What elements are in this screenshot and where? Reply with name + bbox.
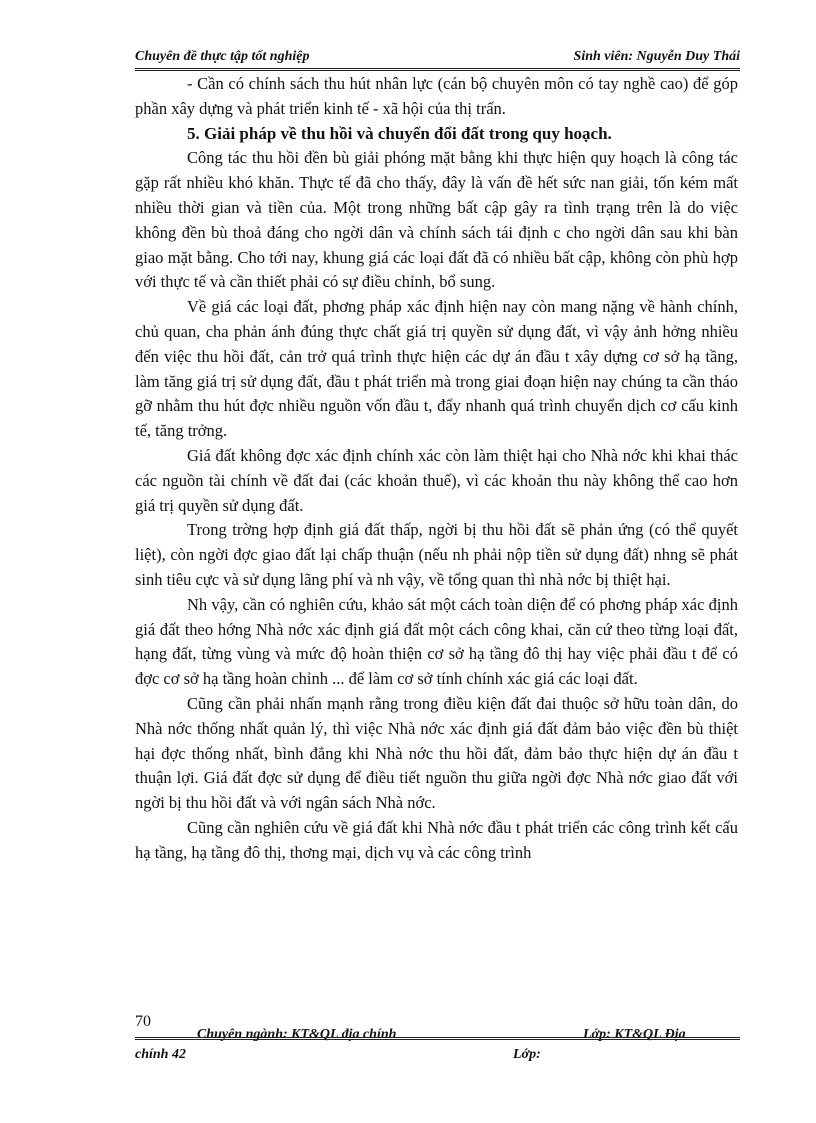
paragraph: Về giá các loại đất, phơng pháp xác định hiện nay còn mang nặng về hành chính, chủ quan, cha phản ánh đúng thực chất giá trị quyền sử dụng đất, vì vậy ảnh hởng nhiều đến việc thu hồi đất, cản trở quá trình thực hiện các dự án đầu t xây dựng cơ sở hạ tầng, làm tăng giá trị sử dụng đất, đầu t phát triển mà trong giai đoạn hiện nay chúng ta cần tháo gỡ nhằm thu hút đợc nhiều nguồn vốn đầu t, đẩy nhanh quá trình chuyển dịch cơ cấu kinh tế, tăng trởng. [135, 297, 738, 441]
paragraph: Nh vậy, cần có nghiên cứu, khảo sát một cách toàn diện để có phơng pháp xác định giá đất theo hớng Nhà nớc xác định giá đất một cách công khai, căn cứ theo từng loại đất, hạng đất, từng vùng và mức độ hoàn thiện cơ sở hạ tầng đô thị hay việc phải đầu t để có đợc cơ sở hạ tầng hoàn chỉnh ... để làm cơ sở tính chính xác giá các loại đất. [135, 594, 738, 689]
footer-course: Lớp: [513, 1047, 541, 1062]
paragraph: Cũng cần nghiên cứu về giá đất khi Nhà nớc đầu t phát triển các công trình kết cấu hạ tầng, hạ tầng đô thị, thơng mại, dịch vụ và các công trình [135, 817, 738, 862]
section-heading: 5. Giải pháp về thu hồi và chuyển đổi đất trong quy hoạch. [187, 123, 612, 143]
page-number: 70 [135, 1013, 151, 1030]
header-title: Chuyên đề thực tập tốt nghiệp [135, 49, 310, 64]
paragraph: Trong trờng hợp định giá đất thấp, ngời bị thu hồi đất sẽ phản ứng (có thể quyết liệt), còn ngời đợc giao đất lại chấp thuận (nếu nh phải nộp tiền sử dụng đất) nhng sẽ phát sinh tiêu cực và sử dụng lãng phí và nh vậy, về tổng quan thì nhà nớc bị thiệt hại. [135, 520, 738, 589]
body-text [135, 72, 738, 866]
paragraph: Giá đất không đợc xác định chính xác còn làm thiệt hại cho Nhà nớc khi khai thác các nguồn tài chính về đất đai (các khoản thuế), vì các khoản thu này không thể cao hơn giá trị quyền sử dụng đất. [135, 445, 738, 515]
header-student: Sinh viên: Nguyễn Duy Thái [573, 49, 740, 64]
footer-major: Chuyên ngành: KT&QL địa chính [197, 1027, 397, 1042]
header-rule [135, 68, 740, 71]
paragraph: Công tác thu hồi đền bù giải phóng mặt bằng khi thực hiện quy hoạch là công tác gặp rất nhiều khó khăn. Thực tế đã cho thấy, đây là vấn đề hết sức nan giải, tốn kém mất nhiều thời gian và tiền của. Một trong những bất cập gây ra tình trạng trên là do việc không đền bù thoả đáng cho ngời dân và chính sách tái định c cho ngời dân sau khi bàn giao mặt bằng. Cho tới nay, khung giá các loại đất đã có nhiều bất cập, không còn phù hợp với thực tế và cần thiết phải có sự điều chỉnh, bổ sung. [135, 148, 738, 292]
footer-class: Lớp: KT&QL Địa [583, 1027, 686, 1042]
footer-class-cont: chính 42 [135, 1047, 186, 1062]
paragraph: Cũng cần phải nhấn mạnh rằng trong điều kiện đất đai thuộc sở hữu toàn dân, do Nhà nớc thống nhất quản lý, thì việc Nhà nớc xác định giá đất đảm bảo việc đền bù thiệt hại đợc thống nhất, bình đẳng khi Nhà nớc thu hồi đất, đảm bảo thực hiện dự án đầu t thuận lợi. Giá đất đợc sử dụng để điều tiết nguồn thu giữa ngời đợc Nhà nớc giao đất với ngời bị thu hồi đất và với ngân sách Nhà nớc. [135, 693, 738, 813]
footer-rule [135, 1037, 740, 1040]
page-header [135, 47, 740, 69]
paragraph: - Cần có chính sách thu hút nhân lực (cán bộ chuyên môn có tay nghề cao) để góp phần xây dựng và phát triển kinh tế - xã hội của thị trấn. [135, 74, 738, 118]
